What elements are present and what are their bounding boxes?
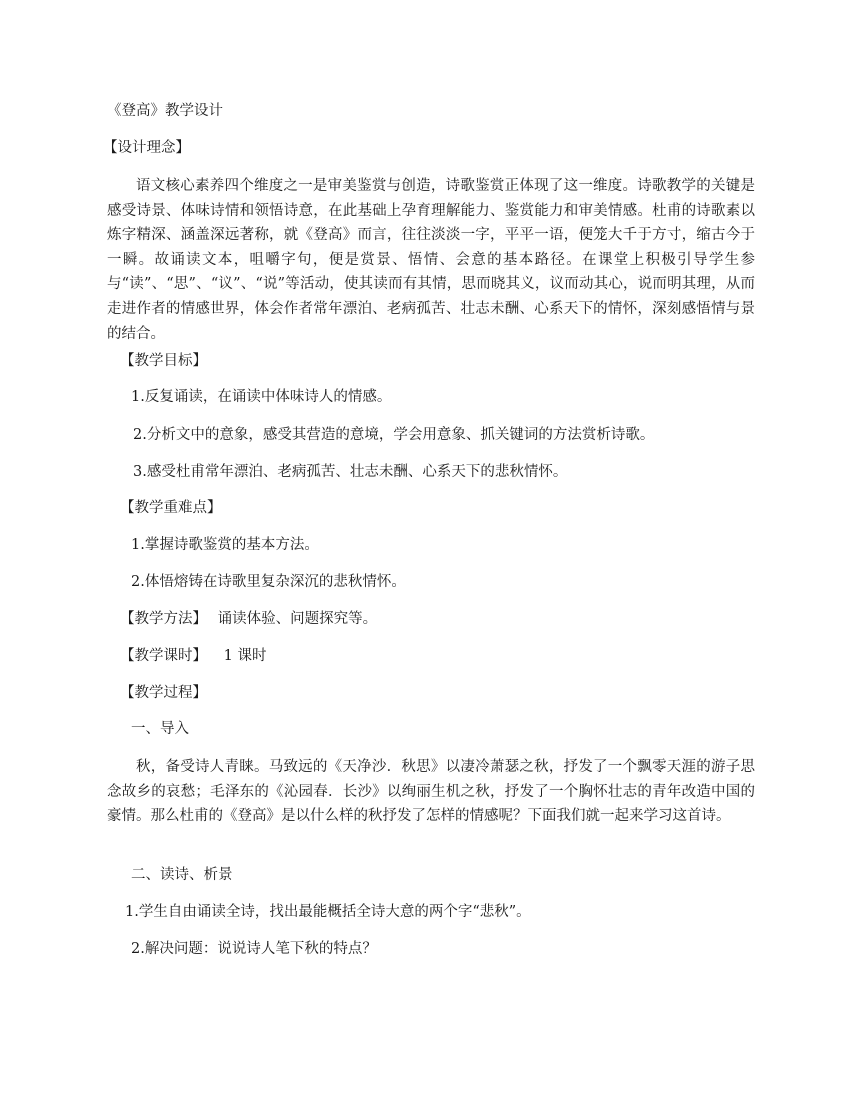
teaching-hours-text: 1 课时: [223, 648, 267, 664]
teaching-methods-line: [120, 612, 377, 627]
objective-item: 3.感受杜甫常年漂泊、老病孤苦、壮志未酬、心系天下的悲秋情怀。: [133, 464, 568, 480]
objective-item: 1.反复诵读，在诵读中体味诗人的情感。: [131, 389, 392, 405]
intro-paragraph: 秋，备受诗人青睐。马致远的《天净沙．秋思》以凄冷萧瑟之秋，抒发了一个飘零天涯的游子思念故乡的哀愁；毛泽东的《沁园春．长沙》以绚丽生机之秋，抒发了一个胸怀壮志的青年改造中国的豪情。那么杜甫的《登高》是以什么样的秋抒发了怎样的情感呢？下面我们就一起来学习这首诗。: [107, 759, 755, 825]
document-title: 《登高》教学设计: [107, 103, 223, 119]
design-concept-heading: 【设计理念】: [103, 140, 190, 156]
teaching-hours-line: [120, 649, 266, 664]
reading-item: 1.学生自由诵读全诗，找出最能概括全诗大意的两个字“悲秋”。: [125, 904, 531, 920]
section-heading-intro: 一、导入: [131, 721, 189, 737]
section-heading-reading: 二、读诗、析景: [131, 867, 233, 883]
teaching-methods-text: 诵读体验、问题探究等。: [217, 611, 378, 627]
teaching-methods-heading: 【教学方法】: [120, 611, 207, 627]
teaching-hours-heading: 【教学课时】: [120, 648, 207, 664]
key-point-item: 2.体悟熔铸在诗歌里复杂深沉的悲秋情怀。: [131, 574, 406, 590]
reading-item: 2.解决问题：说说诗人笔下秋的特点？: [131, 941, 377, 957]
key-points-heading: 【教学重难点】: [120, 500, 222, 516]
key-point-item: 1.掌握诗歌鉴赏的基本方法。: [131, 537, 319, 553]
objective-item: 2.分析文中的意象，感受其营造的意境，学会用意象、抓关键词的方法赏析诗歌。: [133, 427, 655, 443]
design-concept-paragraph: 语文核心素养四个维度之一是审美鉴赏与创造，诗歌鉴赏正体现了这一维度。诗歌教学的关键是感受诗景、体味诗情和领悟诗意，在此基础上孕育理解能力、鉴赏能力和审美情感。杜甫的诗歌素以炼字精深、涵盖深远著称，就《登高》而言，往往淡淡一字，平平一语，便笼大千于方寸，缩古今于一瞬。故诵读文本，咀嚼字句，便是赏景、悟情、会意的基本路径。在课堂上积极引导学生参与“读”、“思”、“议”、“说”等活动，使其读而有其情，思而晓其义，议而动其心，说而明其理，从而走进作者的情感世界，体会作者常年漂泊、老病孤苦、壮志未酬、心系天下的情怀，深刻感悟情与景的结合。: [107, 178, 755, 342]
teaching-process-heading: 【教学过程】: [120, 685, 207, 701]
objectives-heading: 【教学目标】: [120, 353, 207, 369]
